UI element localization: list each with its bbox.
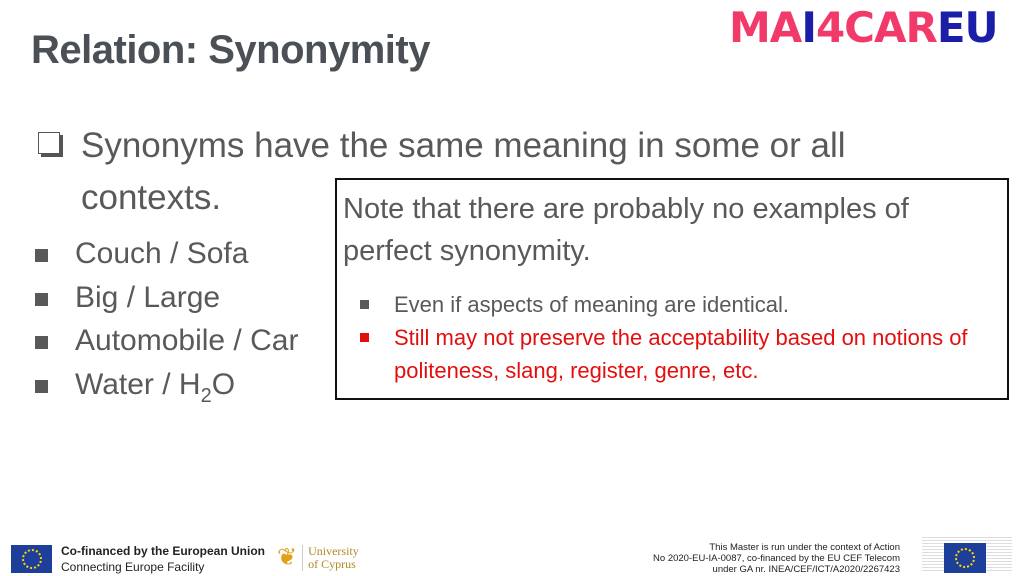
square-bullet-icon	[360, 300, 369, 309]
note-point-text: Still may not preserve the acceptability based on notions of politeness, slang, register, genre, etc.	[394, 325, 968, 383]
item-text-after: O	[211, 367, 236, 401]
action-line3: under GA nr. INEA/CEF/ICT/A2020/2267423	[712, 564, 900, 575]
item-text: Automobile / Car	[75, 324, 299, 357]
university-line2: of Cyprus	[308, 556, 356, 571]
list-item	[33, 276, 298, 320]
note-text: Note that there are probably no examples of perfect synonymity.	[343, 193, 909, 267]
square-bullet-icon	[35, 380, 48, 393]
square-bullet-icon	[35, 336, 48, 349]
action-notice	[653, 542, 900, 575]
square-bullet-icon	[35, 249, 48, 262]
university-of-cyprus-logo	[277, 543, 359, 572]
european-commission-logo	[922, 525, 1012, 573]
facility-text: Connecting Europe Facility	[61, 560, 205, 574]
square-bullet-icon	[360, 333, 369, 342]
checkbox-bullet-icon	[38, 132, 60, 154]
eu-flag-icon	[11, 545, 52, 573]
note-points	[357, 288, 997, 387]
main-bullet-text: Synonyms have the same meaning in some or all contexts.	[81, 126, 846, 217]
item-text: Water / H	[75, 367, 201, 401]
list-item	[33, 363, 298, 407]
eu-flag-icon	[944, 543, 986, 573]
eu-cofinance-badge	[11, 543, 265, 575]
subscript: 2	[200, 384, 212, 407]
action-line2: No 2020-EU-IA-0087, co-financed by the EU CEF Telecom	[653, 553, 900, 564]
square-bullet-icon	[35, 293, 48, 306]
note-box	[335, 178, 1009, 400]
slide-title: Relation: Synonymity	[31, 28, 430, 72]
university-line1: University	[308, 543, 359, 558]
note-point	[357, 288, 997, 321]
note-point-highlighted	[357, 321, 997, 387]
action-line1: This Master is run under the context of Action	[709, 542, 900, 553]
list-item	[33, 232, 298, 276]
item-text: Couch / Sofa	[75, 237, 249, 270]
list-item	[33, 319, 298, 363]
cofinanced-text: Co-financed by the European Union	[61, 544, 266, 558]
mai4careu-logo: MAI4CAREU	[729, 3, 998, 52]
tree-icon: ❦	[277, 544, 298, 571]
item-text: Big / Large	[75, 280, 221, 314]
note-point-text: Even if aspects of meaning are identical.	[394, 292, 790, 317]
example-list	[33, 232, 298, 406]
